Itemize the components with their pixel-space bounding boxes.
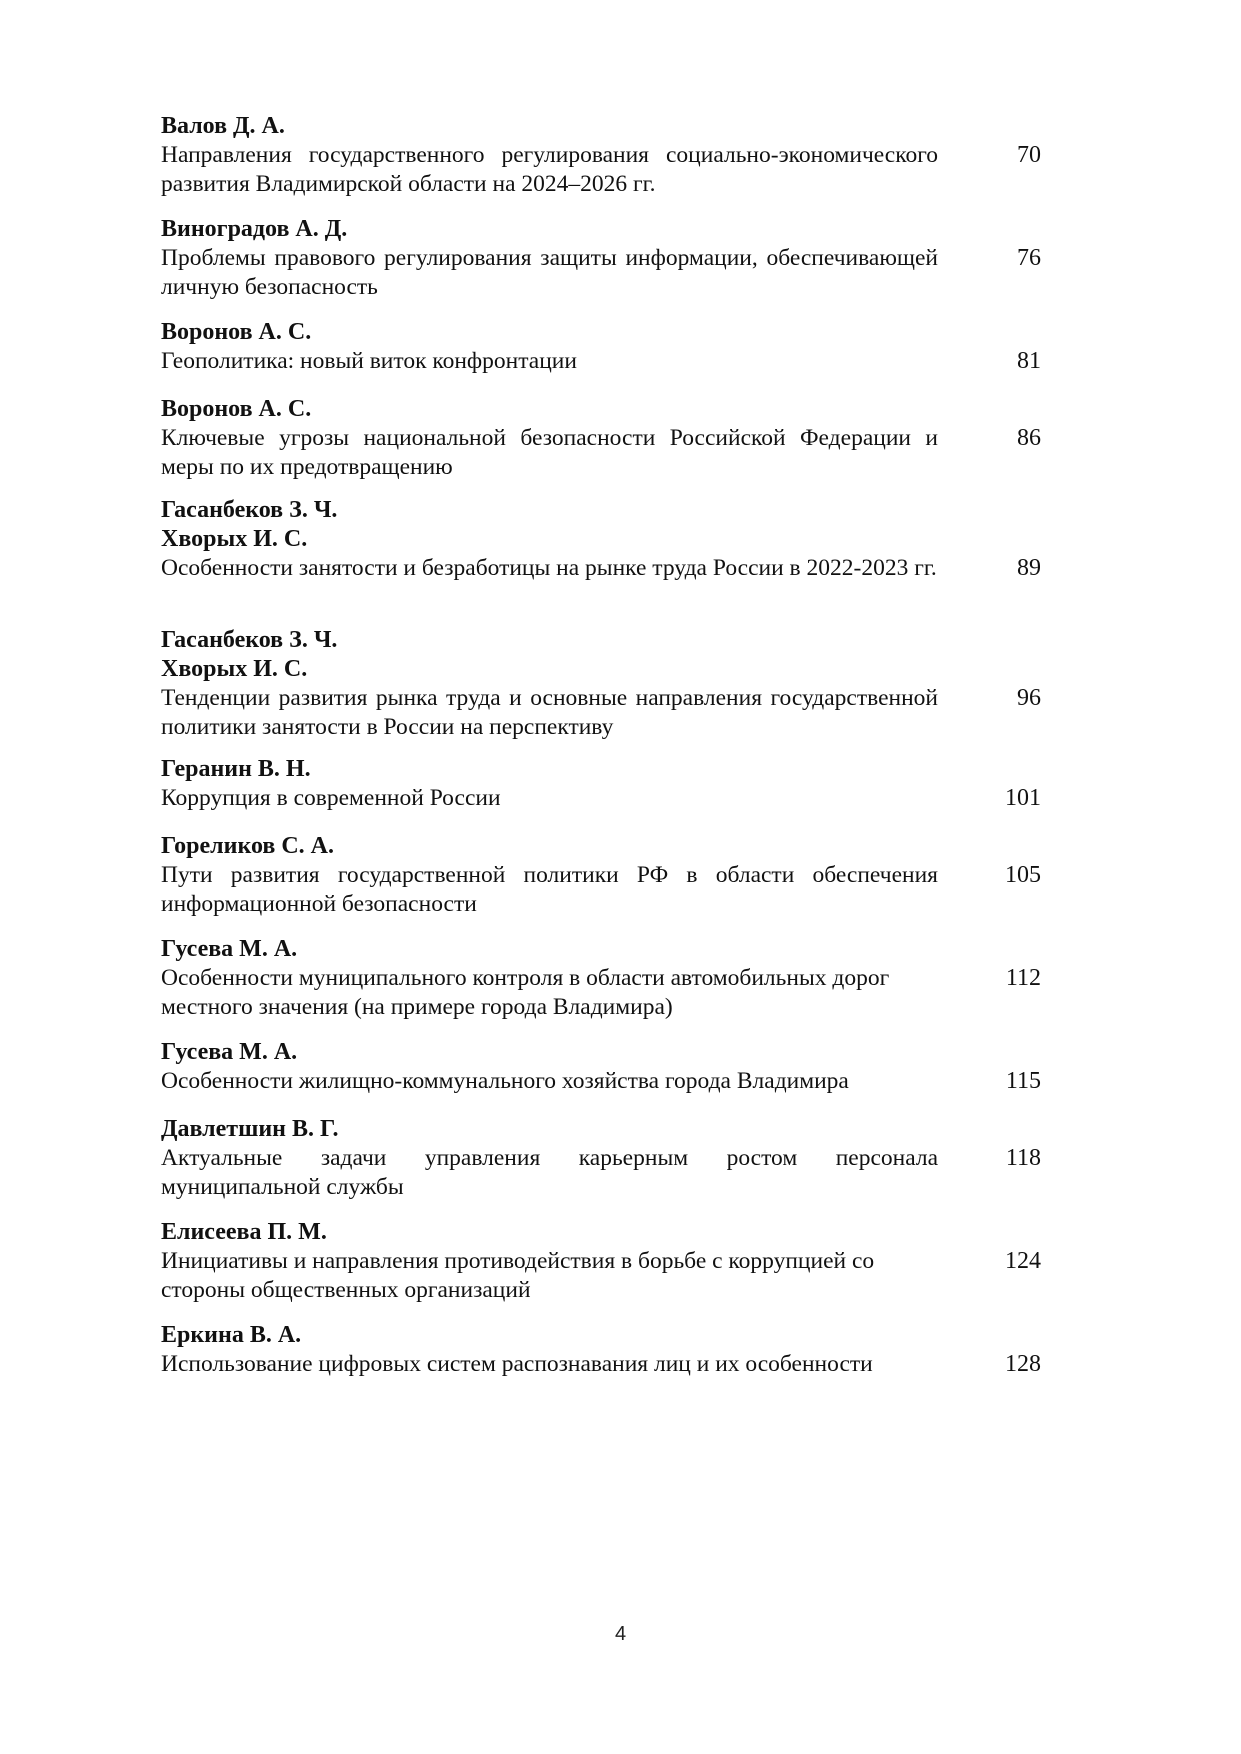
entry-author: Гасанбеков З. Ч. xyxy=(161,627,338,653)
entry-row xyxy=(161,1247,1041,1305)
entry-page-number: 70 xyxy=(1017,142,1041,168)
entry-author: Елисеева П. М. xyxy=(161,1219,327,1245)
toc-entry xyxy=(161,1038,1041,1096)
toc-entry xyxy=(161,395,1041,482)
entry-author: Гасанбеков З. Ч. xyxy=(161,497,338,523)
entry-page-number: 128 xyxy=(1005,1351,1041,1377)
toc-entry xyxy=(161,318,1041,376)
entry-author: Давлетшин В. Г. xyxy=(161,1116,339,1142)
entry-title: Особенности муниципального контроля в области автомобильных дорог местного значения (на примере города Владимира) xyxy=(161,965,890,1020)
entry-author: Гореликов С. А. xyxy=(161,833,334,859)
entry-row xyxy=(161,424,1041,482)
entry-title: Инициативы и направления противодействия в борьбе с коррупцией со стороны общественных организаций xyxy=(161,1248,875,1303)
entry-page-number: 105 xyxy=(1005,862,1041,888)
entry-row xyxy=(161,1144,1041,1202)
toc-entry xyxy=(161,626,1041,742)
entry-page-number: 124 xyxy=(1005,1248,1041,1274)
entry-page-number: 89 xyxy=(1017,555,1041,581)
entry-title: Особенности занятости и безработицы на рынке труда России в 2022-2023 гг. xyxy=(161,555,937,581)
entry-author: Валов Д. А. xyxy=(161,113,285,139)
toc-entry xyxy=(161,755,1041,813)
toc-entry xyxy=(161,832,1041,919)
entry-page-number: 101 xyxy=(1005,785,1041,811)
entry-page-number: 76 xyxy=(1017,245,1041,271)
entry-title: Направления государственного регулирования социально-экономического развития Владимирской области на 2024–2026 гг. xyxy=(161,142,938,197)
entry-author: Геранин В. Н. xyxy=(161,756,311,782)
entry-author: Виноградов А. Д. xyxy=(161,216,348,242)
toc-entry xyxy=(161,1218,1041,1305)
entry-page-number: 118 xyxy=(1005,1145,1041,1171)
entry-row xyxy=(161,964,1041,1022)
toc-entry xyxy=(161,215,1041,302)
toc-entry xyxy=(161,935,1041,1022)
entry-row xyxy=(161,684,1041,742)
entry-row xyxy=(161,784,1041,813)
toc-entry xyxy=(161,112,1041,199)
entry-title: Актуальные задачи управления карьерным ростом персонала муниципальной службы xyxy=(161,1145,938,1200)
toc-entry xyxy=(161,496,1041,583)
entry-author: Хворых И. С. xyxy=(161,526,308,552)
entry-page-number: 96 xyxy=(1017,685,1041,711)
entry-row xyxy=(161,141,1041,199)
toc-entry xyxy=(161,1321,1041,1379)
entry-author: Воронов А. С. xyxy=(161,319,312,345)
entry-author: Хворых И. С. xyxy=(161,656,308,682)
entry-author: Воронов А. С. xyxy=(161,396,312,422)
entry-title: Использование цифровых систем распознавания лиц и их особенности xyxy=(161,1351,873,1377)
entry-title: Проблемы правового регулирования защиты информации, обеспечивающей личную безопасность xyxy=(161,245,938,300)
entry-row xyxy=(161,1350,1041,1379)
entry-title: Пути развития государственной политики РФ в области обеспечения информационной безопасности xyxy=(161,862,938,917)
entry-row xyxy=(161,347,1041,376)
toc-entry xyxy=(161,1115,1041,1202)
entry-author: Еркина В. А. xyxy=(161,1322,302,1348)
entry-title: Особенности жилищно-коммунального хозяйства города Владимира xyxy=(161,1068,849,1094)
entry-title: Тенденции развития рынка труда и основные направления государственной политики занятости в России на перспективу xyxy=(161,685,938,740)
entry-page-number: 112 xyxy=(1005,965,1041,991)
entry-title: Геополитика: новый виток конфронтации xyxy=(161,348,577,374)
entry-row xyxy=(161,861,1041,919)
entry-title: Ключевые угрозы национальной безопасности Российской Федерации и меры по их предотвращению xyxy=(161,425,938,480)
entry-title: Коррупция в современной России xyxy=(161,785,501,811)
entry-row xyxy=(161,1067,1041,1096)
entry-row xyxy=(161,554,1041,583)
entry-page-number: 81 xyxy=(1017,348,1041,374)
entry-row xyxy=(161,244,1041,302)
entry-page-number: 115 xyxy=(1005,1068,1041,1094)
entry-author: Гусева М. А. xyxy=(161,1039,298,1065)
entry-author: Гусева М. А. xyxy=(161,936,298,962)
entry-page-number: 86 xyxy=(1017,425,1041,451)
page-number: 4 xyxy=(614,1623,627,1645)
